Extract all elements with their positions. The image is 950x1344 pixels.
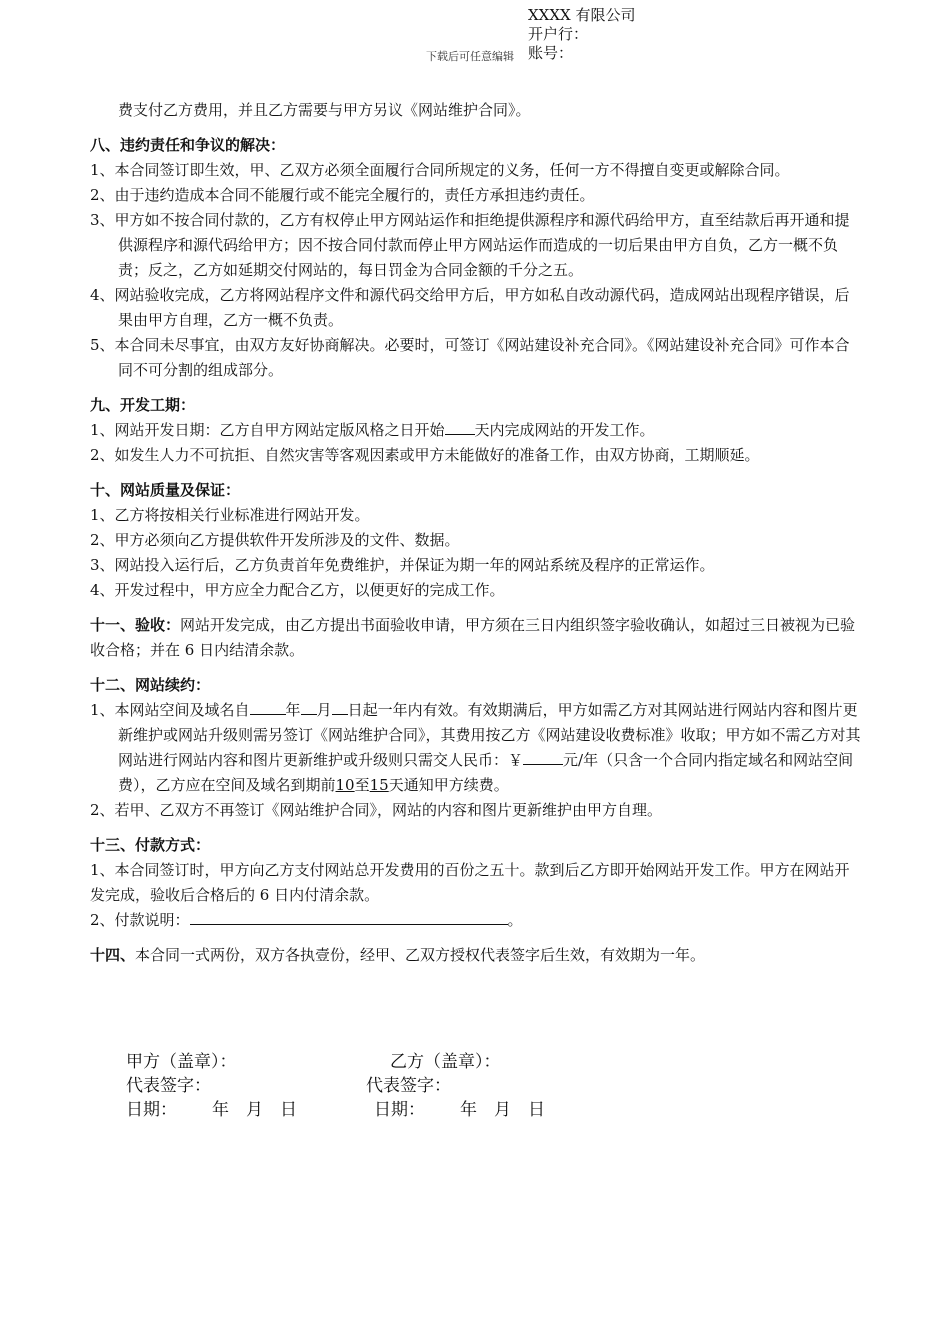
section-9-heading: 九、开发工期： xyxy=(90,396,196,414)
payment-note-end: 。 xyxy=(507,911,523,929)
payment-note-blank xyxy=(190,908,508,925)
section-13-item xyxy=(90,908,862,933)
day-blank xyxy=(332,698,348,715)
section-8-item: 2、由于违约造成本合同不能履行或不能完全履行的，责任方承担违约责任。 xyxy=(90,186,595,204)
company-name: XXXX 有限公司 xyxy=(528,6,636,24)
s12-text: 月 xyxy=(316,701,332,719)
section-14 xyxy=(90,943,862,968)
payment-note-label: 2、付款说明： xyxy=(90,911,190,929)
s12-text: 年 xyxy=(285,701,301,719)
party-a-month: 月 xyxy=(246,1100,263,1120)
party-a-day: 日 xyxy=(280,1100,297,1120)
carryover-paragraph: 费支付乙方费用，并且乙方需要与甲方另议《网站维护合同》。 xyxy=(118,101,531,119)
party-b-month: 月 xyxy=(494,1100,511,1120)
account-label: 账号： xyxy=(528,44,574,62)
section-11-label: 十一、验收： xyxy=(90,616,181,634)
section-8-heading: 八、违约责任和争议的解决： xyxy=(90,136,286,154)
party-a-seal: 甲方（盖章）： xyxy=(126,1052,237,1072)
party-b-year: 年 xyxy=(460,1100,477,1120)
section-10-item: 4、开发过程中，甲方应全力配合乙方，以便更好的完成工作。 xyxy=(90,581,505,599)
section-14-label: 十四、 xyxy=(90,946,136,964)
section-8-item: 1、本合同签订即生效，甲、乙双方必须全面履行合同所规定的义务，任何一方不得擅自变更或解除合同。 xyxy=(90,161,790,179)
days-blank xyxy=(445,418,475,435)
section-12-heading: 十二、网站续约： xyxy=(90,676,211,694)
party-b-seal: 乙方（盖章）： xyxy=(390,1052,501,1072)
section-10-item: 1、乙方将按相关行业标准进行网站开发。 xyxy=(90,506,370,524)
section-13-item: 1、本合同签订时，甲方向乙方支付网站总开发费用的百份之五十。款到后乙方即开始网站开发工作。甲方在网站开发完成，验收后合格后的 6 日内付清余款。 xyxy=(90,861,850,904)
notice-days-min: 10 xyxy=(335,776,355,794)
party-b-day: 日 xyxy=(528,1100,545,1120)
party-b-rep: 代表签字： xyxy=(366,1076,451,1096)
bank-label: 开户行： xyxy=(528,25,589,43)
section-10-item: 2、甲方必须向乙方提供软件开发所涉及的文件、数据。 xyxy=(90,531,460,549)
header-block xyxy=(528,6,635,63)
section-11-text: 网站开发完成，由乙方提出书面验收申请，甲方须在三日内组织签字验收确认，如超过三日被视为已验收合格；并在 6 日内结清余款。 xyxy=(90,616,856,659)
fee-blank xyxy=(523,748,563,765)
s9-item1-pre: 1、网站开发日期：乙方自甲方网站定版风格之日开始 xyxy=(90,421,445,439)
party-a-date: 日期： xyxy=(126,1100,177,1120)
section-8-item: 3、甲方如不按合同付款的，乙方有权停止甲方网站运作和拒绝提供源程序和源代码给甲方，直至结款后再开通和提供源程序和源代码给甲方；因不按合同付款而停止甲方网站运作而造成的一切后果由甲方自负，乙方一概不负责；反之，乙方如延期交付网站的，每日罚金为合同金额的千分之五。 xyxy=(90,211,850,279)
section-12-item: 2、若甲、乙双方不再签订《网站维护合同》，网站的内容和图片更新维护由甲方自理。 xyxy=(90,801,663,819)
s12-text: 元/年（只含一个合同内指定域名和网站空间费），乙方应在空间及域名到期前 xyxy=(118,751,854,794)
section-8-item: 4、网站验收完成，乙方将网站程序文件和源代码交给甲方后，甲方如私自改动源代码，造成网站出现程序错误，后果由甲方自理，乙方一概不负责。 xyxy=(90,286,850,329)
s9-item1-post: 天内完成网站的开发工作。 xyxy=(474,421,655,439)
year-blank xyxy=(250,698,286,715)
contract-body xyxy=(90,98,862,968)
section-8-item: 5、本合同未尽事宜，由双方友好协商解决。必要时，可签订《网站建设补充合同》。《网站建设补充合同》可作本合同不可分割的组成部分。 xyxy=(90,336,850,379)
section-9-item xyxy=(90,418,862,443)
section-10-heading: 十、网站质量及保证： xyxy=(90,481,241,499)
s12-text: 天通知甲方续费。 xyxy=(388,776,509,794)
section-13-heading: 十三、付款方式： xyxy=(90,836,211,854)
party-a-year: 年 xyxy=(212,1100,229,1120)
party-b-date: 日期： xyxy=(374,1100,425,1120)
s12-text: 1、本网站空间及域名自 xyxy=(90,701,250,719)
section-11 xyxy=(90,613,862,663)
party-a-rep: 代表签字： xyxy=(126,1076,211,1096)
section-14-text: 本合同一式两份，双方各执壹份，经甲、乙双方授权代表签字后生效，有效期为一年。 xyxy=(135,946,706,964)
s12-text: 日起一年内有效。有效期满后，甲方如需乙方对其网站进行网站内容和图片更新维护或网站升级则需另签订《网站维护合同》，其费用按乙方《网站建设收费标准》收取；甲方如不需乙方对其网站进行网站内容和图片更新维护或升级则只需交人民币：￥ xyxy=(118,701,861,769)
s12-text: 至 xyxy=(354,776,370,794)
section-9-item: 2、如发生人力不可抗拒、自然灾害等客观因素或甲方未能做好的准备工作，由双方协商，工期顺延。 xyxy=(90,446,760,464)
section-10-item: 3、网站投入运行后，乙方负责首年免费维护，并保证为期一年的网站系统及程序的正常运作。 xyxy=(90,556,715,574)
section-12-item xyxy=(90,698,862,798)
notice-days-max: 15 xyxy=(369,776,389,794)
edit-watermark: 下载后可任意编辑 xyxy=(426,50,514,63)
month-blank xyxy=(301,698,317,715)
